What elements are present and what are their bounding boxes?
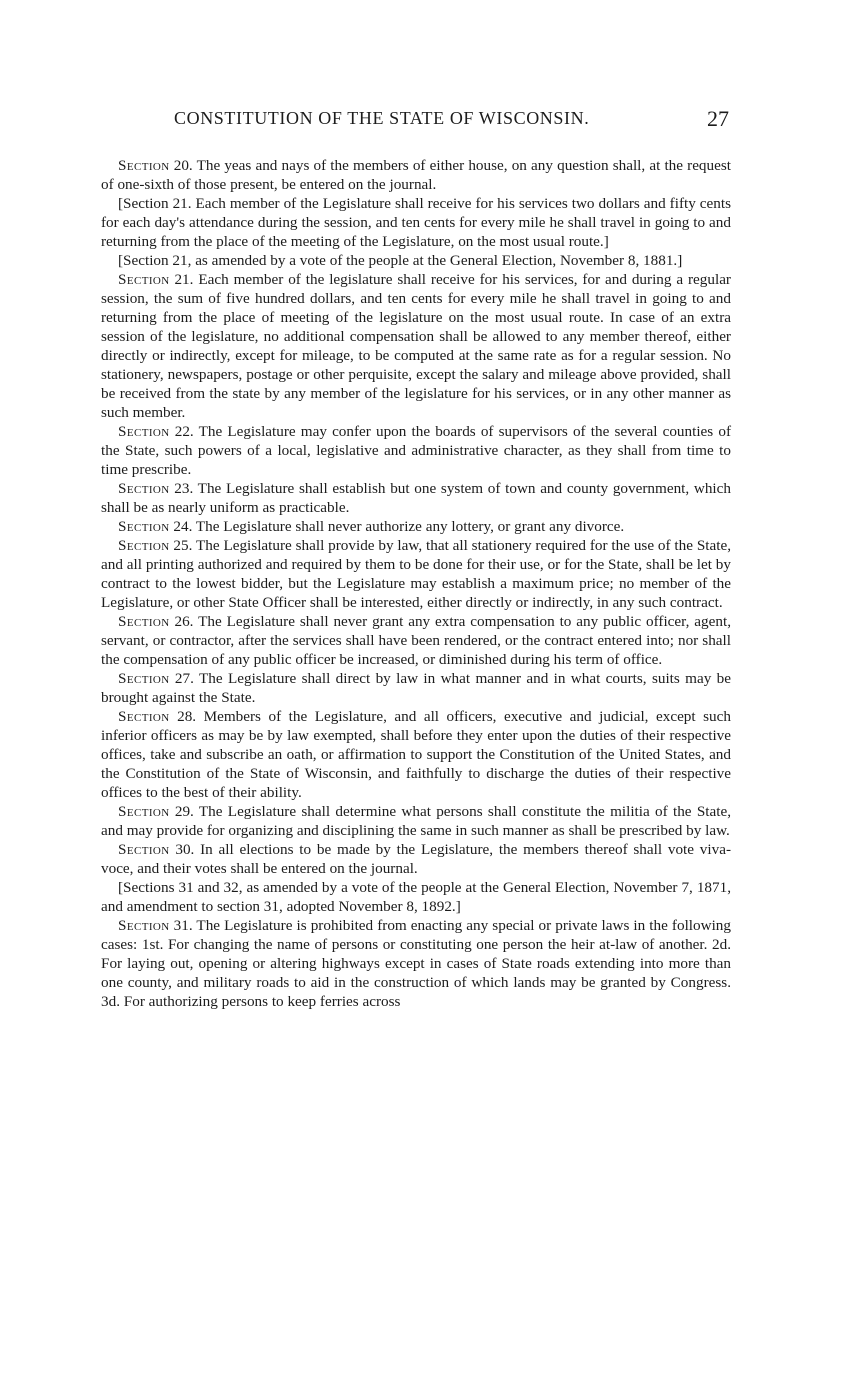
paragraph-text: 28. Members of the Legislature, and all officers, executive and judicial, except such inferior officers as may be by law exempted, shall before they enter upon the duties of their respective offices, take and subscribe an oath, or affirmation to support the Constitution of the United States, and the Constitution of the State of Wisconsin, and faithfully to discharge the duties of their respective offices to the best of their ability. xyxy=(101,708,731,801)
paragraph-text: 27. The Legislature shall direct by law in what manner and in what courts, suits may be brought against the State. xyxy=(101,670,731,706)
section-20-paragraph xyxy=(101,156,731,194)
section-label: Section xyxy=(118,613,170,630)
paragraph-text: [Section 21. Each member of the Legislature shall receive for his services two dollars and fifty cents for each day's attendance during the session, and ten cents for every mile he shall travel in going to and returning from the place of the meeting of the Legislature, on the most usual route.] xyxy=(101,195,731,250)
section-24-paragraph xyxy=(101,517,731,536)
paragraph-text: [Section 21, as amended by a vote of the people at the General Election, November 8, 1881.] xyxy=(118,252,683,269)
section-label: Section xyxy=(118,708,170,725)
body-text xyxy=(101,156,731,1011)
paragraph-text: 29. The Legislature shall determine what persons shall constitute the militia of the State, and may provide for organizing and disciplining the same in such manner as shall be prescribed by law. xyxy=(101,803,731,839)
section-label: Section xyxy=(118,480,170,497)
paragraph-text: 20. The yeas and nays of the members of either house, on any question shall, at the request of one-sixth of those present, be entered on the journal. xyxy=(101,157,731,193)
section-31-paragraph xyxy=(101,916,731,1011)
paragraph-text: 25. The Legislature shall provide by law, that all stationery required for the use of the State, and all printing authorized and required by them to be done for their use, or for the State, shall be let by contract to the lowest bidder, but the Legislature may establish a maximum price; no member of the Legislature, or other State Officer shall be interested, either directly or indirectly, in any such contract. xyxy=(101,537,731,611)
section-label: Section xyxy=(118,271,170,288)
section-21-paragraph xyxy=(101,270,731,422)
page-header xyxy=(101,108,731,140)
section-label: Section xyxy=(118,423,170,440)
section-29-paragraph xyxy=(101,802,731,840)
paragraph-text: 22. The Legislature may confer upon the boards of supervisors of the several counties of the State, such powers of a local, legislative and administrative character, as they shall from time to time prescribe. xyxy=(101,423,731,478)
section-22-paragraph xyxy=(101,422,731,479)
section-label: Section xyxy=(118,917,170,934)
section-25-paragraph xyxy=(101,536,731,612)
section-28-paragraph xyxy=(101,707,731,802)
paragraph-text: 26. The Legislature shall never grant any extra compensation to any public officer, agent, servant, or contractor, after the services shall have been rendered, or the contract entered into; nor shall the compensation of any public officer be increased, or diminished during his term of office. xyxy=(101,613,731,668)
document-page xyxy=(101,108,731,1011)
section-label: Section xyxy=(118,670,170,687)
section-label: Section xyxy=(118,537,170,554)
section-23-paragraph xyxy=(101,479,731,517)
paragraph-text: 21. Each member of the legislature shall receive for his services, for and during a regular session, the sum of five hundred dollars, and ten cents for every mile he shall travel in going to and returning from the place of meeting of the legislature on the most usual route. In case of an extra session of the legislature, no additional compensation shall be allowed to any member thereof, either directly or indirectly, except for mileage, to be computed at the same rate as for a regular session. No stationery, newspapers, postage or other perquisite, except the salary and mileage above provided, shall be received from the state by any member of the legislature for his services, or in any other manner as such member. xyxy=(101,271,731,421)
section-label: Section xyxy=(118,803,170,820)
section-26-paragraph xyxy=(101,612,731,669)
paragraph-text: 24. The Legislature shall never authorize any lottery, or grant any divorce. xyxy=(169,518,625,535)
paragraph-text: 31. The Legislature is prohibited from enacting any special or private laws in the following cases: 1st. For changing the name of persons or constituting one person the heir at-law of another. 2d. For laying out, opening or altering highways except in cases of State roads extending into more than one county, and military roads to aid in the construction of which lands may be granted by Congress. 3d. For authorizing persons to keep ferries across xyxy=(101,917,731,1010)
amendment-note-1881 xyxy=(101,251,731,270)
section-label: Section xyxy=(118,518,170,535)
section-30-paragraph xyxy=(101,840,731,878)
paragraph-text: [Sections 31 and 32, as amended by a vote of the people at the General Election, November 7, 1871, and amendment to section 31, adopted November 8, 1892.] xyxy=(101,879,731,915)
section-label: Section xyxy=(118,157,170,174)
running-title: CONSTITUTION OF THE STATE OF WISCONSIN. xyxy=(174,108,590,128)
section-label: Section xyxy=(118,841,170,858)
page-number: 27 xyxy=(707,106,729,131)
amendment-note-1871-1892 xyxy=(101,878,731,916)
section-27-paragraph xyxy=(101,669,731,707)
section-21-original-paragraph xyxy=(101,194,731,251)
paragraph-text: 23. The Legislature shall establish but one system of town and county government, which shall be as nearly uniform as practicable. xyxy=(101,480,731,516)
paragraph-text: 30. In all elections to be made by the Legislature, the members thereof shall vote viva-voce, and their votes shall be entered on the journal. xyxy=(101,841,731,877)
